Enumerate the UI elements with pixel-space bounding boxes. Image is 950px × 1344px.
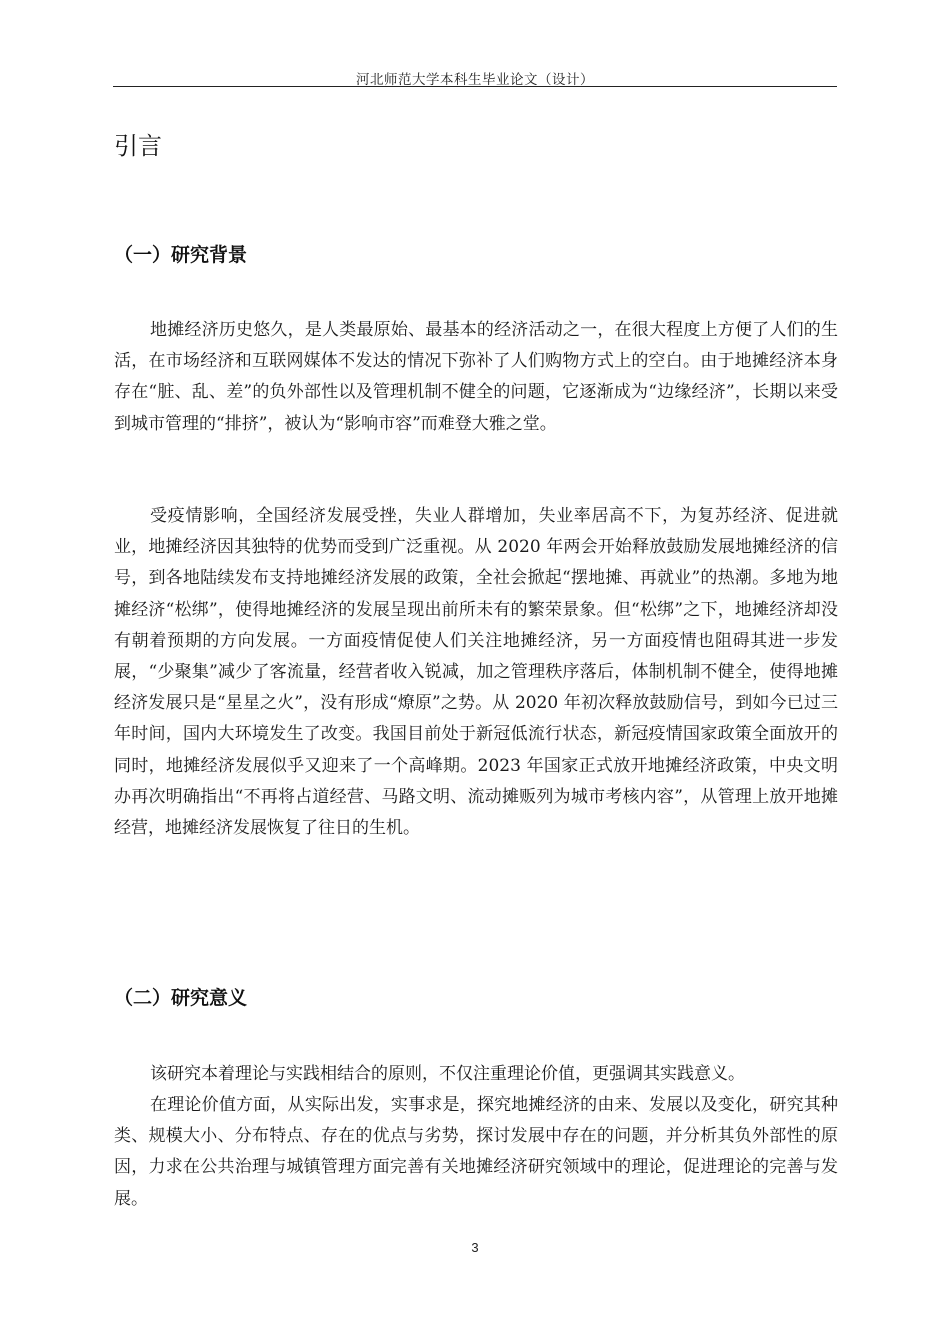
chapter-title: 引言 [114, 132, 162, 160]
section-heading-significance: （二）研究意义 [114, 987, 248, 1009]
paragraph-background-2: 受疫情影响，全国经济发展受挫，失业人群增加，失业率居高不下，为复苏经济、促进就业，地摊经济因其独特的优势而受到广泛重视。从 2020 年两会开始释放鼓励发展地摊经济的信号，到各地陆续发布支持地摊经济发展的政策，全社会掀起“摆地摊、再就业”的热潮。多地为地摊经济“松绑”，使得地摊经济的发展呈现出前所未有的繁荣景象。但“松绑”之下，地摊经济却没有朝着预期的方向发展。一方面疫情促使人们关注地摊经济，另一方面疫情也阻碍其进一步发展，“少聚集”减少了客流量，经营者收入锐减，加之管理秩序落后，体制机制不健全，使得地摊经济发展只是“星星之火”，没有形成“燎原”之势。从 2020 年初次释放鼓励信号，到如今已过三年时间，国内大环境发生了改变。我国目前处于新冠低流行状态，新冠疫情国家政策全面放开的同时，地摊经济发展似乎又迎来了一个高峰期。2023 年国家正式放开地摊经济政策，中央文明办再次明确指出“不再将占道经营、马路文明、流动摊贩列为城市考核内容”，从管理上放开地摊经营，地摊经济发展恢复了往日的生机。 [114, 506, 838, 839]
running-header: 河北师范大学本科生毕业论文（设计） [356, 72, 594, 88]
paragraph-background-1: 地摊经济历史悠久，是人类最原始、最基本的经济活动之一，在很大程度上方便了人们的生活，在市场经济和互联网媒体不发达的情况下弥补了人们购物方式上的空白。由于地摊经济本身存在“脏、乱、差”的负外部性以及管理机制不健全的问题，它逐渐成为“边缘经济”，长期以来受到城市管理的“排挤”，被认为“影响市容”而难登大雅之堂。 [114, 320, 838, 434]
page-number: 3 [471, 1240, 479, 1255]
paragraph-significance-1: 该研究本着理论与实践相结合的原则，不仅注重理论价值，更强调其实践意义。 [150, 1064, 745, 1084]
paragraph-significance-2: 在理论价值方面，从实际出发，实事求是，探究地摊经济的由来、发展以及变化，研究其种类、规模大小、分布特点、存在的优点与劣势，探讨发展中存在的问题，并分析其负外部性的原因，力求在公共治理与城镇管理方面完善有关地摊经济研究领域中的理论，促进理论的完善与发展。 [114, 1095, 838, 1209]
header-rule [113, 86, 837, 87]
section-heading-background: （一）研究背景 [114, 244, 248, 266]
